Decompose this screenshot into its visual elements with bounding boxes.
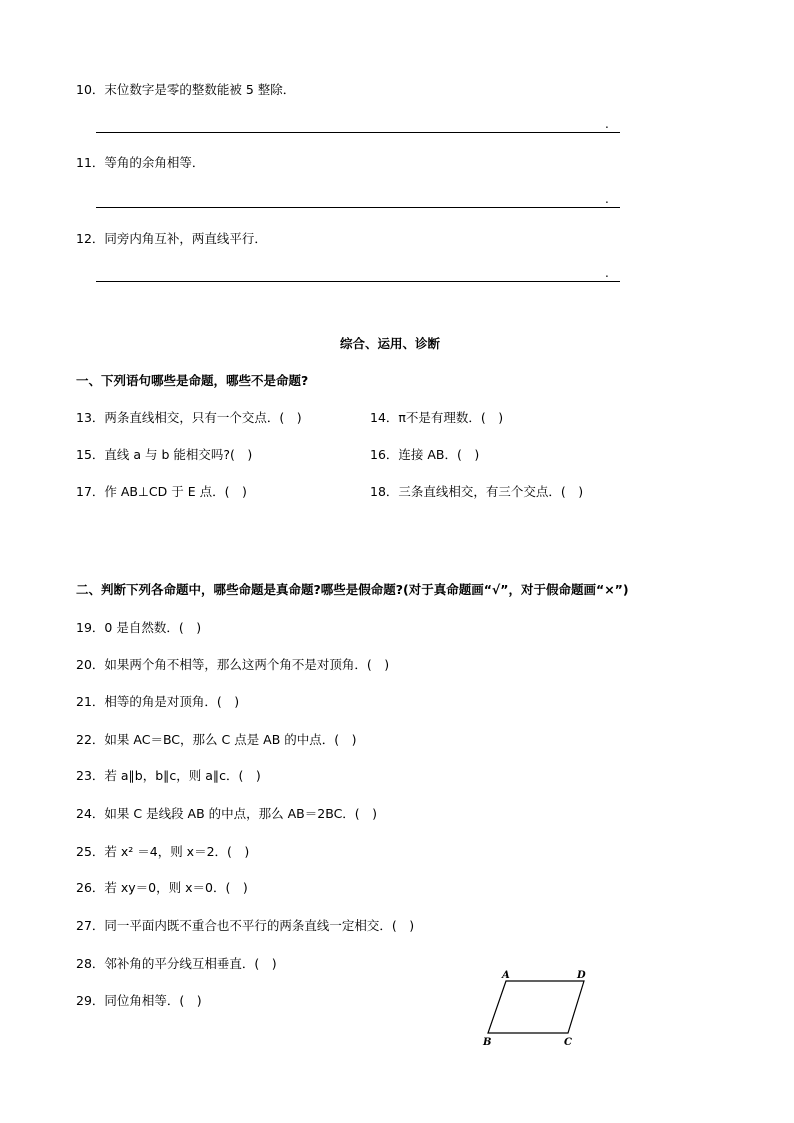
question-15: 15．直线 a 与 b 能相交吗?( ) xyxy=(76,447,253,462)
question-27: 27．同一平面内既不重合也不平行的两条直线一定相交．( ) xyxy=(76,918,415,933)
parallelogram-shape xyxy=(488,981,584,1033)
part1-heading: 一、下列语句哪些是命题，哪些不是命题? xyxy=(76,373,309,388)
question-11: 11．等角的余角相等． xyxy=(76,155,205,170)
question-24: 24．如果 C 是线段 AB 的中点，那么 AB＝2BC．( ) xyxy=(76,806,378,821)
answer-period-12: . xyxy=(605,266,609,280)
question-20: 20．如果两个角不相等，那么这两个角不是对顶角．( ) xyxy=(76,657,390,672)
figure-label-b: B xyxy=(483,1037,492,1048)
answer-period-10: . xyxy=(605,117,609,131)
question-25: 25．若 x² ＝4，则 x＝2．( ) xyxy=(76,844,250,859)
question-29: 29．同位角相等．( ) xyxy=(76,993,202,1008)
question-13: 13．两条直线相交，只有一个交点．( ) xyxy=(76,410,302,425)
question-17: 17．作 AB⊥CD 于 E 点．( ) xyxy=(76,484,247,499)
figure-label-c: C xyxy=(564,1037,572,1048)
question-16: 16．连接 AB．( ) xyxy=(370,447,480,462)
section-title: 综合、运用、诊断 xyxy=(340,336,441,351)
answer-line-11[interactable] xyxy=(96,207,620,208)
parallelogram-figure xyxy=(476,964,596,1054)
answer-line-12[interactable] xyxy=(96,281,620,282)
question-12: 12．同旁内角互补，两直线平行． xyxy=(76,231,267,246)
part2-heading: 二、判断下列各命题中，哪些命题是真命题?哪些是假命题?(对于真命题画“√”，对于假命题画“×”) xyxy=(76,582,629,597)
question-14: 14．π不是有理数．( ) xyxy=(370,410,504,425)
answer-line-10[interactable] xyxy=(96,132,620,133)
question-10: 10．末位数字是零的整数能被 5 整除． xyxy=(76,82,296,97)
question-23: 23．若 a∥b，b∥c，则 a∥c．( ) xyxy=(76,768,261,783)
question-26: 26．若 xy＝0，则 x＝0．( ) xyxy=(76,880,248,895)
question-28: 28．邻补角的平分线互相垂直．( ) xyxy=(76,956,277,971)
question-19: 19．0 是自然数．( ) xyxy=(76,620,202,635)
question-21: 21．相等的角是对顶角．( ) xyxy=(76,694,240,709)
figure-label-d: D xyxy=(577,970,586,981)
question-18: 18．三条直线相交，有三个交点．( ) xyxy=(370,484,584,499)
question-22: 22．如果 AC＝BC，那么 C 点是 AB 的中点．( ) xyxy=(76,732,357,747)
figure-label-a: A xyxy=(502,970,510,981)
answer-period-11: . xyxy=(605,192,609,206)
